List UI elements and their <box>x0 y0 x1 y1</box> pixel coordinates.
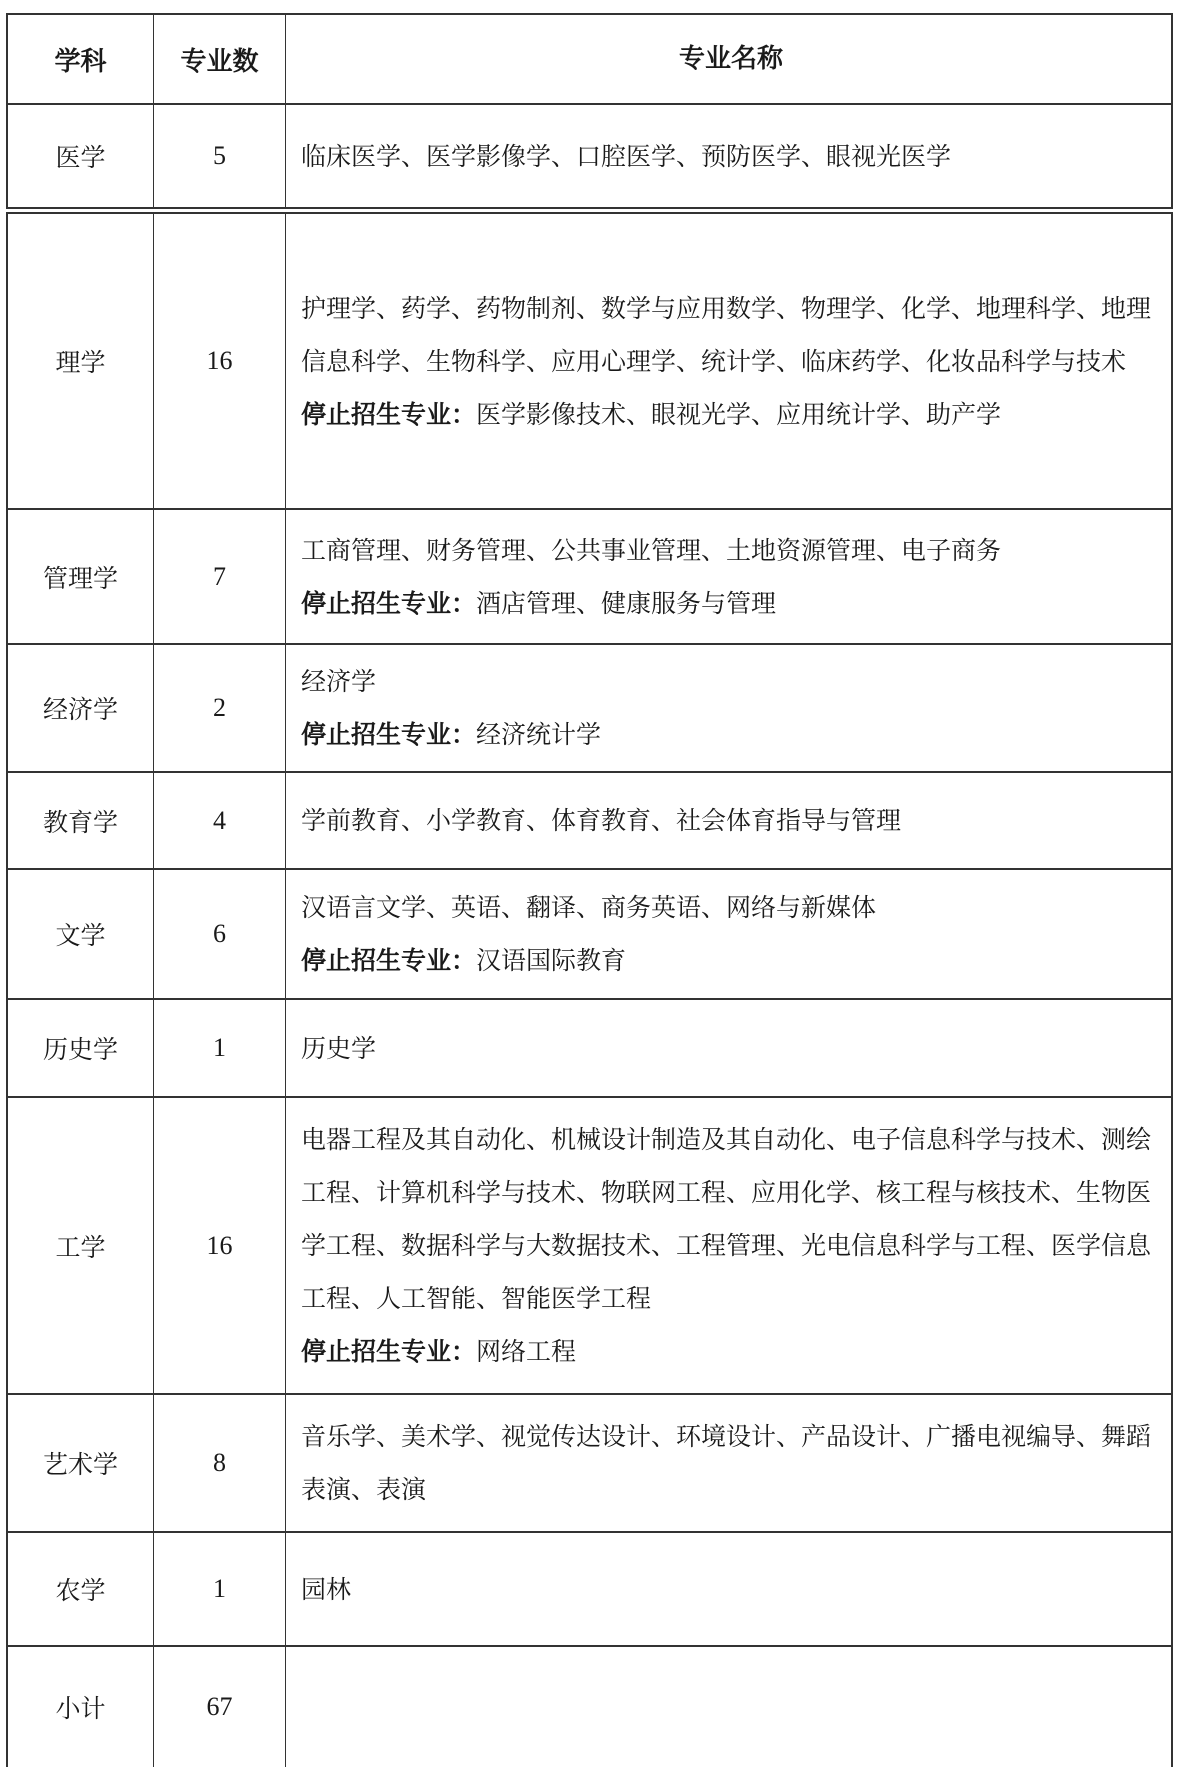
table-row <box>6 645 1173 773</box>
majors-cell <box>286 1098 1171 1393</box>
majors-cell <box>286 1533 1171 1645</box>
discipline-cell: 经济学 <box>8 645 154 771</box>
table-row <box>6 1395 1173 1533</box>
majors-cell <box>286 510 1171 643</box>
stopped-majors-text: 医学影像技术、眼视光学、应用统计学、助产学 <box>476 399 1002 429</box>
stopped-majors-line <box>301 577 1161 630</box>
discipline-cell: 历史学 <box>8 1000 154 1096</box>
discipline-cell: 医学 <box>8 105 154 207</box>
stopped-majors-line <box>301 934 1161 987</box>
stopped-majors-line <box>301 388 1161 441</box>
majors-cell <box>286 1000 1171 1096</box>
header-count: 专业数 <box>154 15 286 103</box>
subtotal-label: 小计 <box>8 1647 154 1767</box>
majors-text: 电器工程及其自动化、机械设计制造及其自动化、电子信息科学与技术、测绘工程、计算机科学与技术、物联网工程、应用化学、核工程与核技术、生物医学工程、数据科学与大数据技术、工程管理、光电信息科学与工程、医学信息工程、人工智能、智能医学工程 <box>301 1125 1152 1313</box>
majors-cell <box>286 870 1171 998</box>
table-row-subtotal <box>6 1647 1173 1767</box>
majors-cell <box>286 773 1171 868</box>
count-cell: 1 <box>154 1000 286 1096</box>
count-cell: 8 <box>154 1395 286 1531</box>
majors-cell <box>286 1647 1171 1767</box>
stopped-label: 停止招生专业： <box>301 399 477 429</box>
header-discipline: 学科 <box>8 15 154 103</box>
majors-cell <box>286 105 1171 207</box>
table-row <box>6 1000 1173 1098</box>
majors-text: 汉语言文学、英语、翻译、商务英语、网络与新媒体 <box>301 893 877 922</box>
table-row <box>6 212 1173 510</box>
stopped-majors-line <box>301 1325 1161 1378</box>
count-cell: 4 <box>154 773 286 868</box>
subtotal-count: 67 <box>154 1647 286 1767</box>
table-row <box>6 870 1173 1000</box>
majors-text: 经济学 <box>301 667 377 696</box>
discipline-cell: 农学 <box>8 1533 154 1645</box>
count-cell: 1 <box>154 1533 286 1645</box>
majors-text: 音乐学、美术学、视觉传达设计、环境设计、产品设计、广播电视编导、舞蹈表演、表演 <box>301 1422 1152 1504</box>
header-majors: 专业名称 <box>678 43 783 74</box>
discipline-cell: 教育学 <box>8 773 154 868</box>
stopped-majors-text: 汉语国际教育 <box>476 946 627 975</box>
majors-text: 护理学、药学、药物制剂、数学与应用数学、物理学、化学、地理科学、地理信息科学、生物科学、应用心理学、统计学、临床药学、化妆品科学与技术 <box>301 293 1152 376</box>
table-row <box>6 773 1173 870</box>
stopped-majors-text: 网络工程 <box>476 1337 577 1366</box>
majors-cell <box>286 1395 1171 1531</box>
count-cell: 16 <box>154 214 286 508</box>
discipline-cell: 工学 <box>8 1098 154 1393</box>
discipline-cell: 管理学 <box>8 510 154 643</box>
count-cell: 5 <box>154 105 286 207</box>
majors-text: 临床医学、医学影像学、口腔医学、预防医学、眼视光医学 <box>301 141 952 171</box>
table-row <box>6 1533 1173 1647</box>
majors-text: 园林 <box>301 1574 352 1604</box>
stopped-label: 停止招生专业： <box>301 588 477 618</box>
count-cell: 6 <box>154 870 286 998</box>
majors-cell <box>286 214 1171 508</box>
majors-text: 工商管理、财务管理、公共事业管理、土地资源管理、电子商务 <box>301 535 1002 565</box>
discipline-cell: 文学 <box>8 870 154 998</box>
table-row <box>6 105 1173 209</box>
stopped-label: 停止招生专业： <box>301 720 477 749</box>
stopped-label: 停止招生专业： <box>301 1337 477 1366</box>
stopped-majors-text: 酒店管理、健康服务与管理 <box>476 588 777 618</box>
count-cell: 2 <box>154 645 286 771</box>
count-cell: 16 <box>154 1098 286 1393</box>
stopped-majors-line <box>301 708 1161 761</box>
stopped-majors-text: 经济统计学 <box>476 720 602 749</box>
majors-text: 学前教育、小学教育、体育教育、社会体育指导与管理 <box>301 806 902 835</box>
majors-text: 历史学 <box>301 1033 377 1063</box>
count-cell: 7 <box>154 510 286 643</box>
majors-cell <box>286 645 1171 771</box>
stopped-label: 停止招生专业： <box>301 946 477 975</box>
table-header-row <box>6 13 1173 105</box>
table-row <box>6 1098 1173 1395</box>
discipline-cell: 理学 <box>8 214 154 508</box>
majors-table <box>6 13 1173 1767</box>
table-row <box>6 510 1173 645</box>
discipline-cell: 艺术学 <box>8 1395 154 1531</box>
